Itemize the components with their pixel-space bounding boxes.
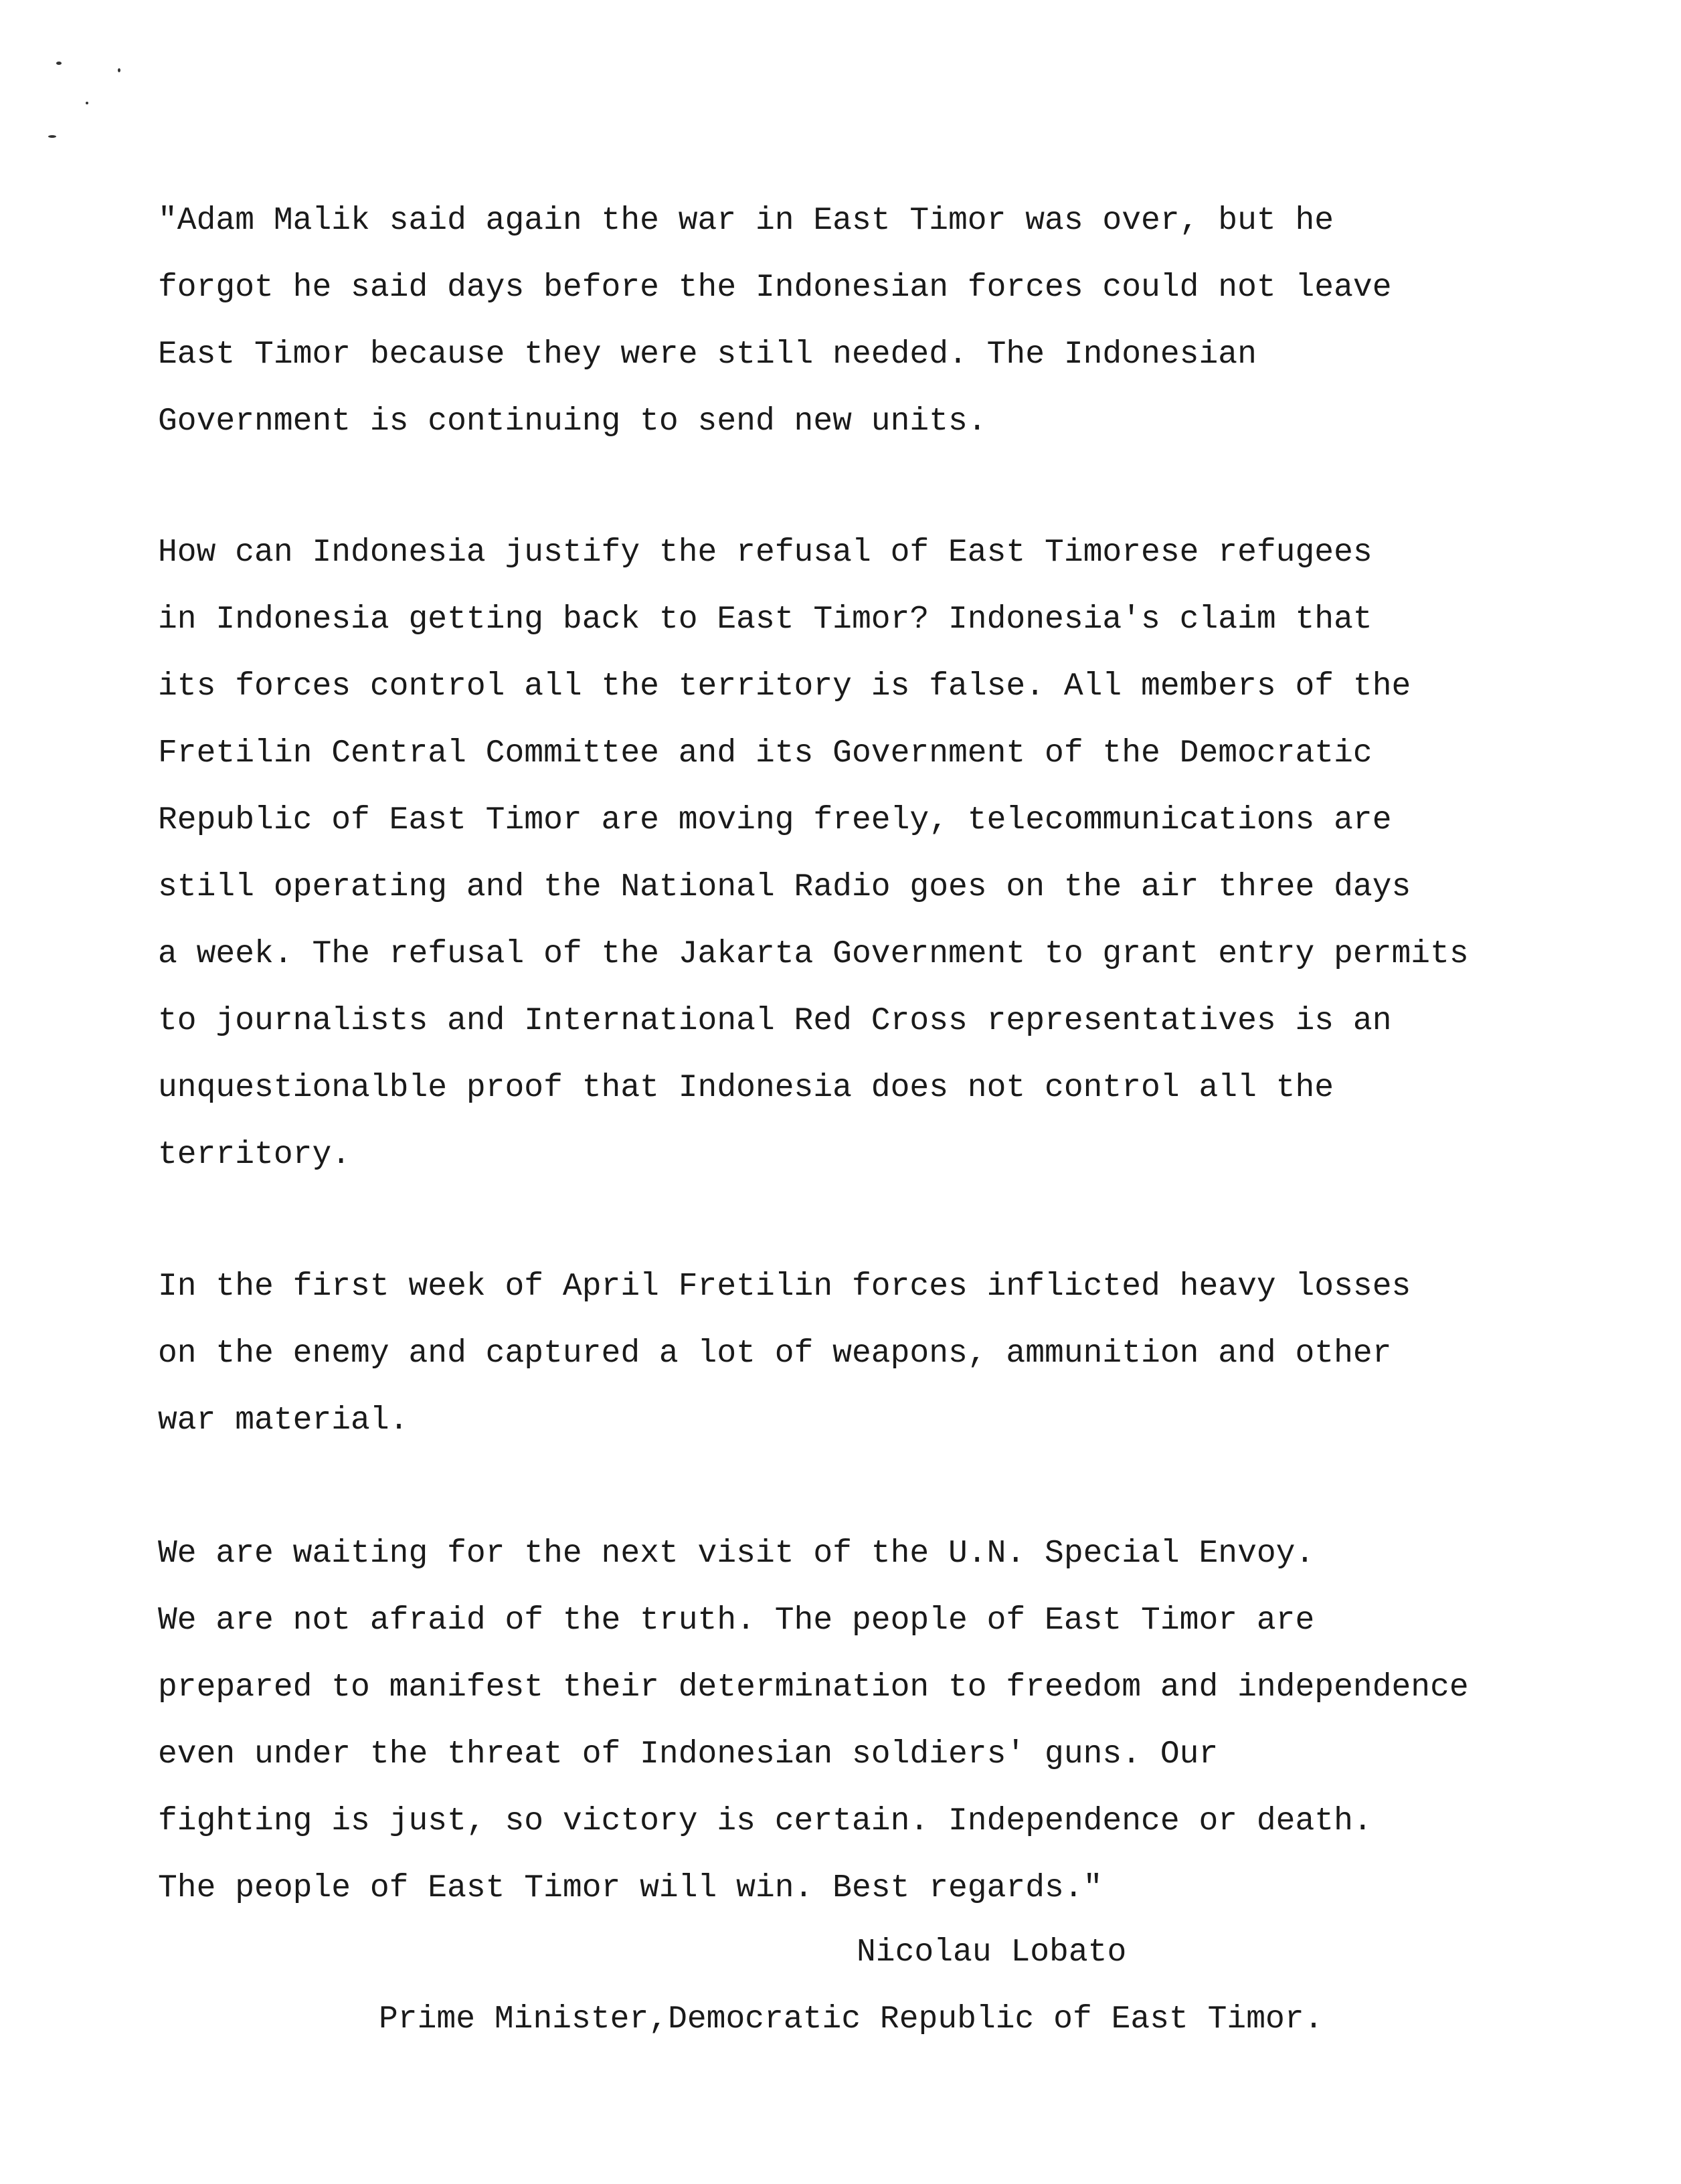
- text-line: still operating and the National Radio goes on the air three days: [158, 869, 1411, 905]
- text-line: territory.: [158, 1137, 351, 1173]
- text-line: How can Indonesia justify the refusal of East Timorese refugees: [158, 535, 1373, 571]
- letter-paragraph-2: [158, 519, 1469, 1188]
- scan-speck: [48, 135, 56, 138]
- text-line: Republic of East Timor are moving freely, telecommunications are: [158, 802, 1392, 838]
- text-line: The people of East Timor will win. Best regards.": [158, 1870, 1103, 1906]
- text-line: war material.: [158, 1402, 409, 1439]
- text-line: its forces control all the territory is false. All members of the: [158, 668, 1411, 705]
- scan-speck: [56, 62, 62, 65]
- text-line: forgot he said days before the Indonesian forces could not leave: [158, 270, 1392, 306]
- letter-paragraph-3: [158, 1253, 1411, 1454]
- letter-paragraph-4: [158, 1520, 1469, 1922]
- text-line: on the enemy and captured a lot of weapons, ammunition and other: [158, 1336, 1392, 1372]
- text-line: In the first week of April Fretilin forces inflicted heavy losses: [158, 1269, 1411, 1305]
- text-line: fighting is just, so victory is certain. Independence or death.: [158, 1803, 1373, 1839]
- text-line: prepared to manifest their determination to freedom and independence: [158, 1669, 1469, 1706]
- text-line: "Adam Malik said again the war in East Timor was over, but he: [158, 203, 1334, 239]
- signature-name: Nicolau Lobato: [857, 1934, 1127, 1971]
- text-line: Government is continuing to send new units.: [158, 403, 987, 440]
- text-line: even under the threat of Indonesian soldiers' guns. Our: [158, 1736, 1219, 1772]
- text-line: to journalists and International Red Cross representatives is an: [158, 1003, 1392, 1039]
- signature-title: Prime Minister,Democratic Republic of East Timor.: [379, 2001, 1324, 2037]
- text-line: We are waiting for the next visit of the U.N. Special Envoy.: [158, 1536, 1315, 1572]
- text-line: East Timor because they were still needed. The Indonesian: [158, 337, 1257, 373]
- scan-speck: [86, 102, 88, 104]
- text-line: We are not afraid of the truth. The people of East Timor are: [158, 1603, 1315, 1639]
- text-line: in Indonesia getting back to East Timor? Indonesia's claim that: [158, 602, 1373, 638]
- text-line: Fretilin Central Committee and its Government of the Democratic: [158, 735, 1373, 771]
- text-line: unquestionalble proof that Indonesia does not control all the: [158, 1070, 1334, 1106]
- scan-speck: [118, 68, 120, 72]
- text-line: a week. The refusal of the Jakarta Government to grant entry permits: [158, 936, 1469, 972]
- letter-paragraph-1: [158, 187, 1392, 455]
